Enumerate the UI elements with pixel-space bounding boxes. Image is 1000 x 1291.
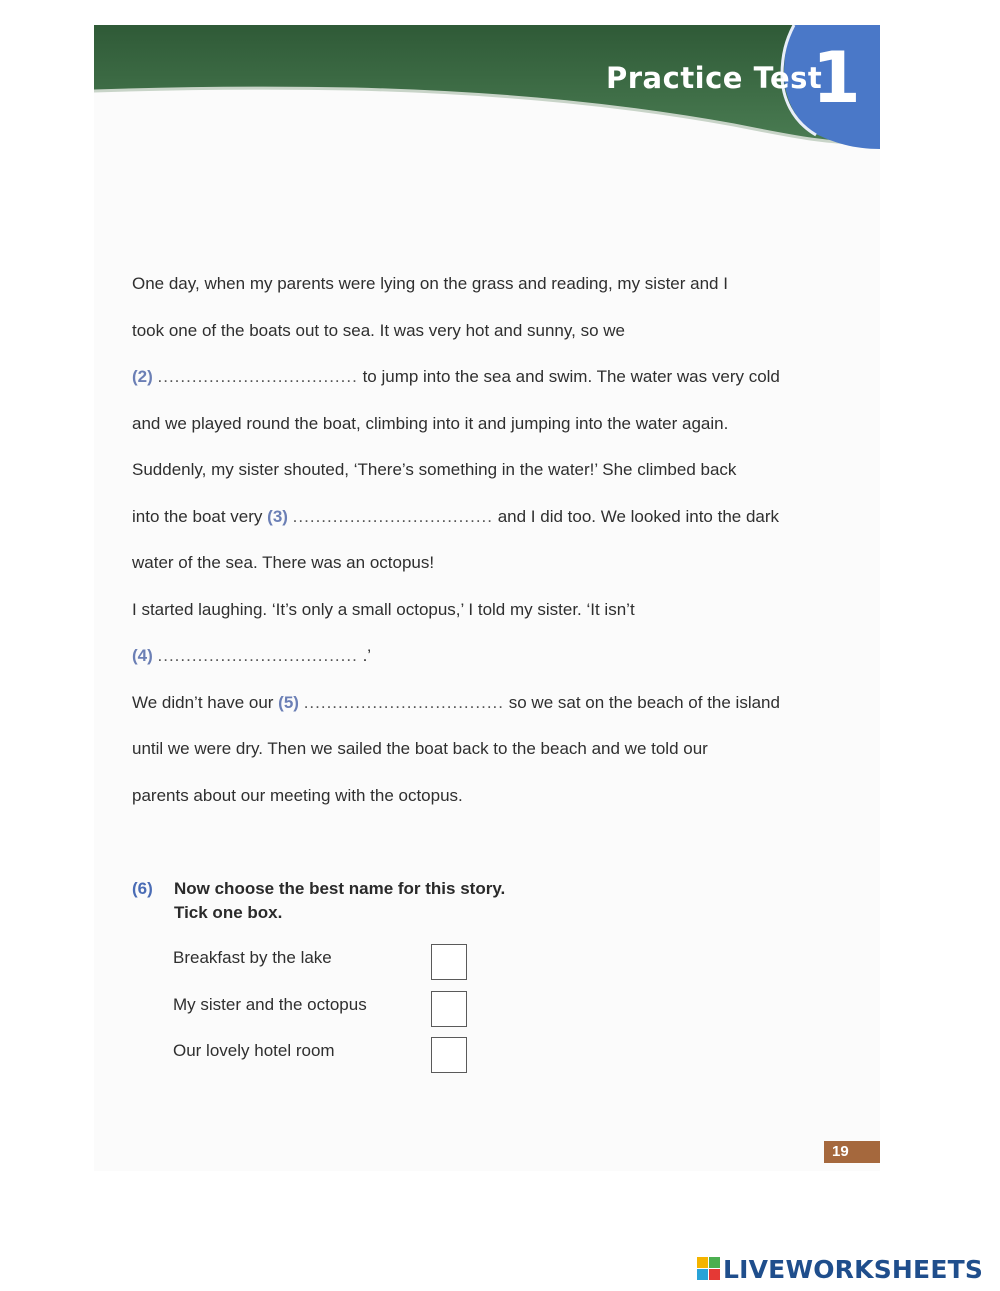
worksheet-page bbox=[94, 25, 880, 1171]
story-line bbox=[132, 644, 832, 691]
tick-box-octopus[interactable] bbox=[431, 991, 467, 1027]
gap-number: (2) bbox=[132, 367, 153, 386]
story-line: Suddenly, my sister shouted, ‘There’s something in the water!’ She climbed back bbox=[132, 460, 737, 479]
story-text-fragment: so we sat on the beach of the island bbox=[508, 692, 780, 712]
tick-box-breakfast[interactable] bbox=[431, 944, 467, 980]
brand-name: LIVEWORKSHEETS bbox=[723, 1255, 984, 1284]
gap-number: (3) bbox=[267, 506, 288, 526]
question-instruction: Now choose the best name for this story. bbox=[174, 879, 506, 898]
page-number: 19 bbox=[824, 1141, 880, 1163]
story-text-fragment: and I did too. We looked into the dark bbox=[497, 506, 780, 526]
answer-blank[interactable]: ................................... bbox=[303, 692, 504, 712]
story-text bbox=[132, 272, 832, 830]
story-text-fragment: We didn’t have our bbox=[132, 692, 274, 712]
story-line bbox=[132, 691, 832, 738]
option-label: Breakfast by the lake bbox=[173, 948, 332, 967]
question-6 bbox=[132, 877, 505, 925]
option-row bbox=[173, 1037, 473, 1084]
story-text-fragment: into the boat very bbox=[132, 506, 263, 526]
liveworksheets-icon bbox=[697, 1257, 721, 1281]
story-line: parents about our meeting with the octopus. bbox=[132, 785, 463, 805]
test-number: 1 bbox=[812, 37, 861, 119]
story-line bbox=[132, 505, 832, 552]
story-line bbox=[132, 365, 832, 412]
option-label: My sister and the octopus bbox=[173, 994, 367, 1014]
story-text-fragment: .’ bbox=[362, 646, 372, 665]
story-text-fragment: to jump into the sea and swim. The water was very cold bbox=[362, 367, 780, 386]
gap-number: (5) bbox=[278, 692, 299, 712]
header-banner bbox=[94, 25, 880, 155]
story-line: I started laughing. ‘It’s only a small octopus,’ I told my sister. ‘It isn’t bbox=[132, 599, 635, 619]
answer-options bbox=[173, 944, 473, 1084]
story-line: until we were dry. Then we sailed the boat back to the beach and we told our bbox=[132, 739, 708, 758]
gap-number: (4) bbox=[132, 646, 153, 665]
tick-box-hotel[interactable] bbox=[431, 1037, 467, 1073]
question-number: (6) bbox=[132, 879, 153, 898]
story-line: and we played round the boat, climbing into it and jumping into the water again. bbox=[132, 413, 729, 433]
option-label: Our lovely hotel room bbox=[173, 1041, 335, 1060]
answer-blank[interactable]: ................................... bbox=[157, 646, 358, 665]
story-line: water of the sea. There was an octopus! bbox=[132, 553, 435, 572]
banner-title: Practice Test bbox=[606, 61, 823, 95]
answer-blank[interactable]: ................................... bbox=[292, 506, 493, 526]
story-line: took one of the boats out to sea. It was very hot and sunny, so we bbox=[132, 320, 625, 340]
answer-blank[interactable]: ................................... bbox=[157, 367, 358, 386]
option-row bbox=[173, 944, 473, 991]
question-sub-instruction: Tick one box. bbox=[174, 903, 283, 922]
story-line: One day, when my parents were lying on the grass and reading, my sister and I bbox=[132, 274, 728, 293]
option-row bbox=[173, 991, 473, 1038]
